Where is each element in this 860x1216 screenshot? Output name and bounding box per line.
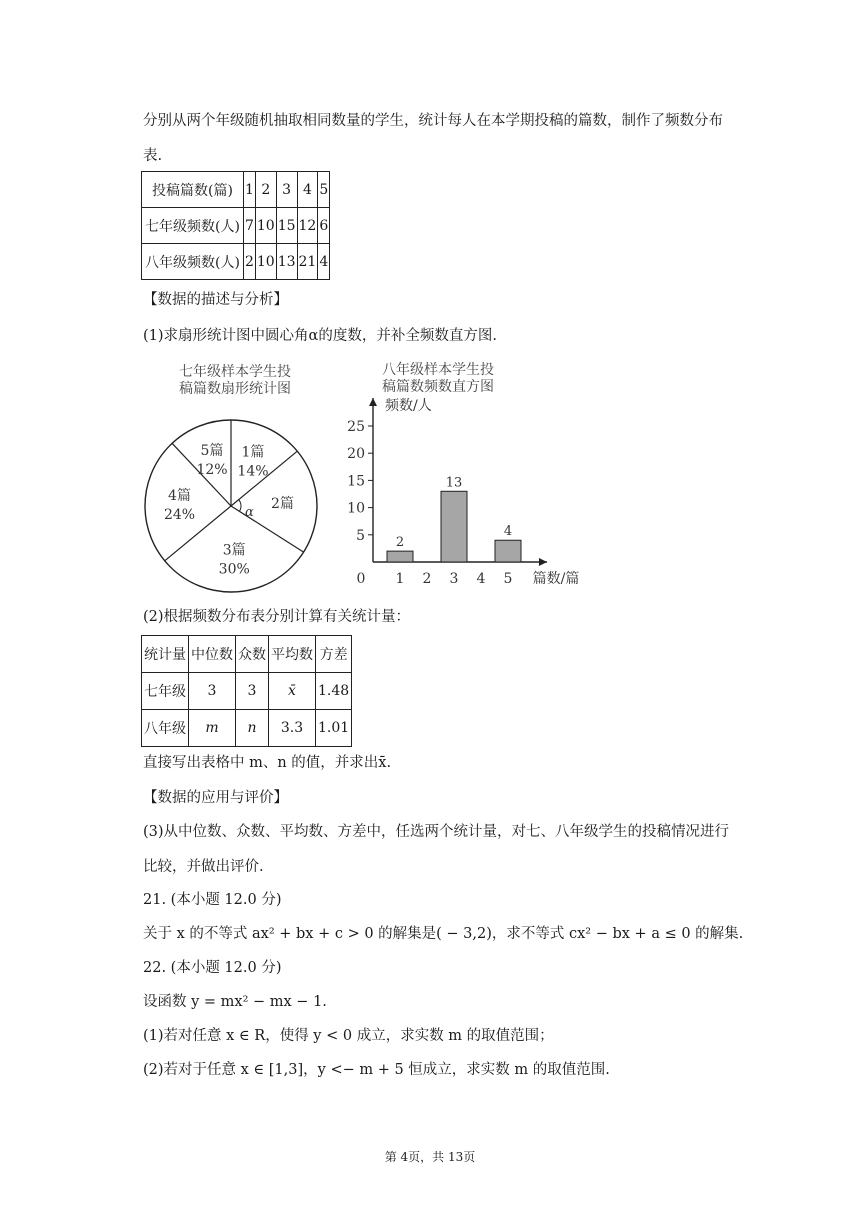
pie-slice-percent: 24% [163, 506, 196, 523]
table-cell: 3 [236, 673, 269, 710]
x-tick-label: 2 [422, 571, 432, 587]
table-cell: 12 [297, 208, 318, 244]
pie-chart [140, 358, 320, 598]
origin-label: 0 [356, 571, 366, 587]
table-cell: 7 [243, 208, 255, 244]
question-2: (2)根据频数分布表分别计算有关统计量： [143, 609, 411, 625]
pie-slice-label: 3篇 [222, 542, 246, 559]
table-cell: 1 [243, 172, 255, 208]
pie-slice-percent: 14% [237, 463, 269, 480]
table-cell: 5 [318, 172, 330, 208]
pie-slice-label: 5篇 [200, 443, 224, 460]
table-cell: 21 [297, 244, 318, 280]
table-cell: 方差 [316, 636, 352, 673]
y-tick-label: 15 [347, 473, 365, 490]
y-tick-label: 25 [347, 419, 365, 435]
table-cell: 众数 [236, 636, 269, 673]
section-heading-application: 【数据的应用与评价】 [143, 790, 288, 806]
x-tick-label: 3 [449, 571, 459, 587]
table-cell: 4 [297, 172, 318, 208]
table-cell: 3.3 [269, 710, 316, 747]
table-cell: 3 [276, 172, 297, 208]
problem-21-text: 关于 x 的不等式 ax² + bx + c > 0 的解集是( − 3,2)，求不等式 cx² − bx + a ≤ 0 的解集. [143, 926, 744, 942]
x-axis-arrow [539, 558, 547, 566]
table-row [142, 208, 330, 244]
section-heading-analysis: 【数据的描述与分析】 [143, 292, 288, 308]
pie-title-line-1: 七年级样本学生投 [179, 364, 291, 380]
table-cell: 15 [276, 208, 297, 244]
table-cell: 1.48 [316, 673, 352, 710]
alpha-label: α [245, 505, 254, 520]
y-axis-arrow [369, 398, 377, 406]
table-row [142, 244, 330, 280]
y-tick-label: 10 [347, 500, 365, 517]
y-tick-label: 5 [356, 527, 365, 544]
question-1: (1)求扇形统计图中圆心角α的度数，并补全频数直方图. [143, 328, 497, 344]
table-cell: 平均数 [269, 636, 316, 673]
table-cell: 2 [243, 244, 255, 280]
x-axis-label: 篇数/篇 [532, 571, 580, 587]
histogram-bar [441, 491, 467, 562]
table-row [142, 172, 330, 208]
table-cell: x̄ [269, 673, 316, 710]
table-cell: 10 [255, 244, 276, 280]
y-tick-label: 20 [347, 446, 365, 463]
bar-value-label: 4 [503, 524, 513, 540]
x-tick-label: 5 [503, 571, 513, 587]
pie-title-line-2: 稿篇数扇形统计图 [179, 381, 291, 397]
table-cell: 八年级 [142, 710, 189, 747]
table-row [142, 636, 352, 673]
table-cell: 4 [318, 244, 330, 280]
table-cell: 3 [189, 673, 236, 710]
table-row [142, 673, 352, 710]
table-cell: 13 [276, 244, 297, 280]
statistics-table [141, 635, 352, 747]
pie-slice-label: 1篇 [241, 444, 265, 461]
bar-title-line-1: 八年级样本学生投 [382, 362, 494, 378]
question-2-instruction: 直接写出表格中 m、n 的值，并求出x̄. [143, 755, 392, 771]
table-cell: 八年级频数(人) [142, 244, 244, 280]
table-cell: 1.01 [316, 710, 352, 747]
bar-title-line-2: 稿篇数频数直方图 [382, 379, 494, 395]
bar-value-label: 13 [445, 475, 463, 491]
table-cell: 2 [255, 172, 276, 208]
pie-slice-label: 2篇 [271, 495, 294, 512]
table-cell: 投稿篇数(篇) [142, 172, 244, 208]
table-cell: 6 [318, 208, 330, 244]
table-cell: m [189, 710, 236, 747]
pie-slice-percent: 30% [218, 561, 250, 578]
question-3-line-1: (3)从中位数、众数、平均数、方差中，任选两个统计量，对七、八年级学生的投稿情况进行 [143, 824, 730, 840]
table-cell: 七年级 [142, 673, 189, 710]
table-cell: n [236, 710, 269, 747]
table-cell: 中位数 [189, 636, 236, 673]
histogram-bar [387, 551, 413, 562]
histogram-bar [495, 540, 521, 562]
problem-22-part-1: (1)若对任意 x ∈ R，使得 y < 0 成立，求实数 m 的取值范围； [143, 1028, 554, 1044]
problem-22-function: 设函数 y = mx² − mx − 1. [143, 994, 327, 1010]
pie-slice-label: 4篇 [168, 487, 191, 504]
problem-21-heading: 21. (本小题 12.0 分) [143, 892, 282, 908]
intro-line-1: 分别从两个年级随机抽取相同数量的学生，统计每人在本学期投稿的篇数，制作了频数分布 [143, 113, 723, 129]
table-cell: 统计量 [142, 636, 189, 673]
pie-slice-percent: 12% [196, 462, 228, 479]
problem-22-part-2: (2)若对于任意 x ∈ [1,3]，y <− m + 5 恒成立，求实数 m 的取值范围. [143, 1062, 610, 1078]
y-axis-label: 频数/人 [385, 398, 432, 414]
problem-22-heading: 22. (本小题 12.0 分) [143, 960, 282, 976]
page-footer: 第 4页，共 13页 [384, 1150, 476, 1164]
table-cell: 10 [255, 208, 276, 244]
table-cell: 七年级频数(人) [142, 208, 244, 244]
table-row [142, 710, 352, 747]
bar-value-label: 2 [395, 535, 405, 551]
frequency-table [141, 171, 330, 280]
intro-line-2: 表. [143, 148, 163, 164]
x-tick-label: 1 [395, 571, 405, 587]
histogram-chart [335, 352, 595, 597]
question-3-line-2: 比较，并做出评价. [143, 859, 264, 875]
x-tick-label: 4 [476, 571, 486, 587]
